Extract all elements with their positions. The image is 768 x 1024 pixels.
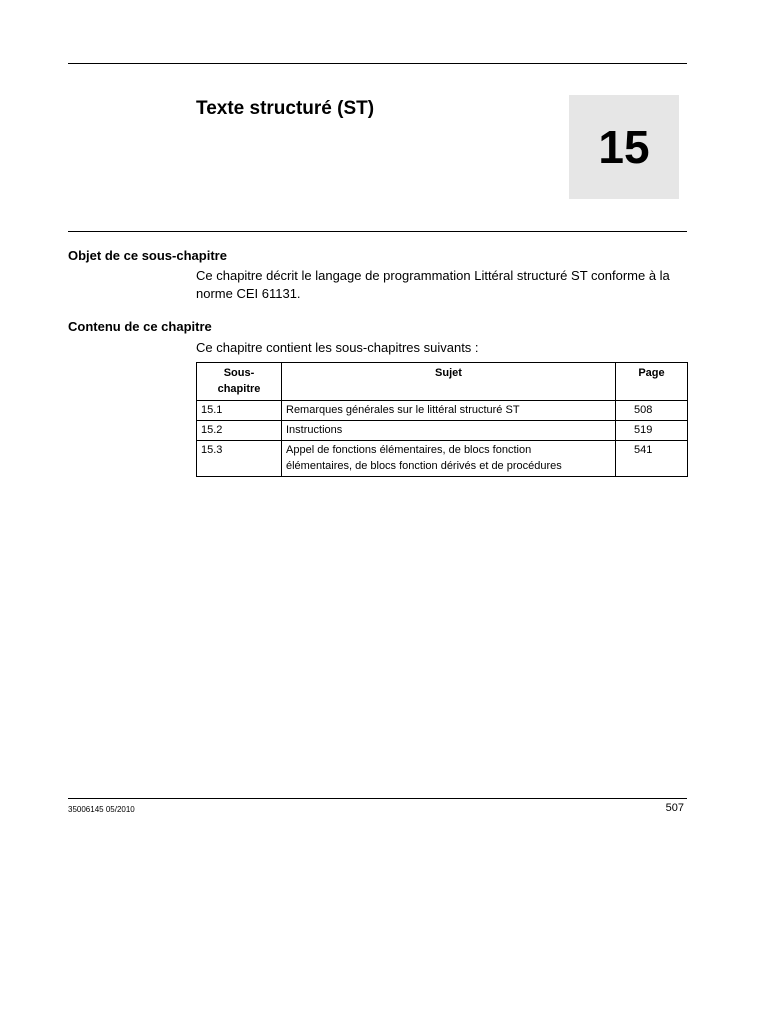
footer-rule xyxy=(68,798,687,799)
chapter-title: Texte structuré (ST) xyxy=(196,98,375,119)
toc-header-row xyxy=(197,363,688,401)
row-subject-line1: Appel de fonctions élémentaires, de blocs fonction xyxy=(286,444,532,456)
row-number: 15.2 xyxy=(197,421,282,441)
header-page: Page xyxy=(616,363,688,401)
header-sous-line1: Sous- xyxy=(223,367,255,379)
header-sous-line2: chapitre xyxy=(217,383,261,395)
row-number: 15.1 xyxy=(197,401,282,421)
header-sous-chapitre xyxy=(197,363,282,401)
table-row xyxy=(197,401,688,421)
row-subject-line2: élémentaires, de blocs fonction dérivés et de procédures xyxy=(286,460,562,472)
chapter-number-box xyxy=(569,95,679,199)
row-page: 541 xyxy=(616,441,688,477)
footer-doc-ref: 35006145 05/2010 xyxy=(68,805,135,814)
row-subject xyxy=(282,441,616,477)
footer-page-number: 507 xyxy=(665,802,684,814)
section-rule xyxy=(68,231,687,232)
row-subject: Remarques générales sur le littéral structuré ST xyxy=(282,401,616,421)
contenu-heading: Contenu de ce chapitre xyxy=(68,319,212,334)
contenu-intro: Ce chapitre contient les sous-chapitres suivants : xyxy=(196,340,479,355)
objet-heading: Objet de ce sous-chapitre xyxy=(68,248,227,263)
chapter-number: 15 xyxy=(598,121,650,173)
row-page: 508 xyxy=(616,401,688,421)
toc-table xyxy=(196,362,688,477)
top-rule xyxy=(68,63,687,64)
table-row xyxy=(197,421,688,441)
row-page: 519 xyxy=(616,421,688,441)
objet-text: Ce chapitre décrit le langage de programmation Littéral structuré ST conforme à la norme CEI 61131. xyxy=(196,268,670,301)
header-sujet: Sujet xyxy=(282,363,616,401)
row-subject: Instructions xyxy=(282,421,616,441)
table-row xyxy=(197,441,688,477)
row-number: 15.3 xyxy=(197,441,282,477)
